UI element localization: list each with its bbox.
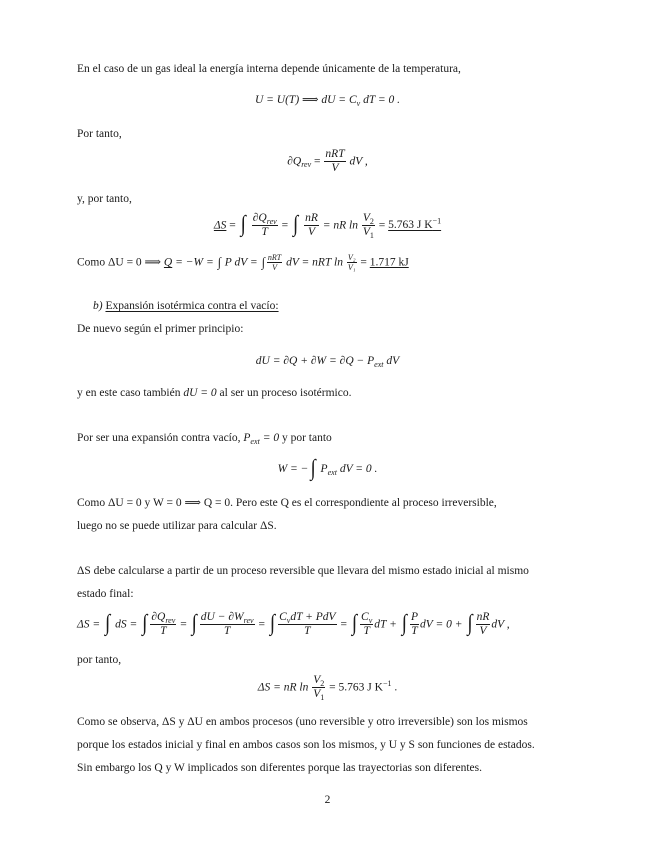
eq11-fraction-1 <box>150 611 176 638</box>
p4-b: = −W = <box>172 256 217 269</box>
eq5-tail: dV <box>383 355 400 367</box>
eq11-n4-sub: v <box>368 615 373 625</box>
integral-icon: ∫ <box>261 254 265 271</box>
equation-dq-rev <box>0 148 655 175</box>
eq2-sub: rev <box>301 160 312 170</box>
paragraph-primer-principio: De nuevo según el primer principio: <box>77 323 244 335</box>
paragraph-isotermico <box>77 387 351 401</box>
eq11-fraction-5 <box>410 611 419 638</box>
p6-math: dU = 0 <box>183 387 217 399</box>
p7-sub: ext <box>250 436 260 446</box>
p4-c: P dV = <box>221 256 261 269</box>
eq3-num3: V <box>362 212 370 224</box>
eq3-den2: V <box>307 226 315 239</box>
eq3-den1: T <box>261 226 268 239</box>
p4-d: dV = nRT ln <box>283 256 346 269</box>
integral-icon: ∫ <box>105 611 111 637</box>
p4-num2: V₂ <box>347 253 356 262</box>
eq11-d2: T <box>224 625 231 638</box>
eq3-fraction-2 <box>304 212 319 239</box>
eq2-denominator: V <box>331 162 339 175</box>
eq7-b: P <box>317 463 328 476</box>
eq12-num-sub: 2 <box>320 678 325 688</box>
integral-icon: ∫ <box>240 212 246 238</box>
p6-a: y en este caso también <box>77 387 184 399</box>
integral-icon: ∫ <box>467 611 473 637</box>
paragraph-y-por-tanto: y, por tanto, <box>77 193 132 205</box>
eq11-n3-sub: v <box>286 615 291 625</box>
eq11-n2: dU − ∂W <box>200 611 244 623</box>
integral-icon: ∫ <box>217 254 221 271</box>
integral-icon: ∫ <box>142 611 148 637</box>
eq12-b: = 5.763 J K <box>326 681 383 694</box>
integral-icon: ∫ <box>292 212 299 238</box>
eq11-d1: T <box>160 625 167 638</box>
paragraph-work-heat <box>77 253 409 272</box>
section-b-heading <box>93 300 279 314</box>
integral-icon: ∫ <box>191 611 197 637</box>
p4-den: V <box>272 263 277 273</box>
eq3-ds: ΔS <box>213 219 227 232</box>
eq3-result-sup: −1 <box>432 216 442 226</box>
paragraph-gas-ideal: En el caso de un gas ideal la energía interna depende únicamente de la temperatura, <box>77 63 461 75</box>
paragraph-expansion-vacio <box>77 432 332 446</box>
paragraph-por-tanto-2: por tanto, <box>77 654 122 666</box>
p4-q: Q <box>163 256 173 269</box>
eq12-c: . <box>391 681 398 694</box>
eq7-a: W = − <box>277 463 309 476</box>
eq11-f: dV , <box>491 618 510 631</box>
paragraph-estado-final: estado final: <box>77 588 134 600</box>
paragraph-conclusion-2: porque los estados inicial y final en ambos casos son los mismos, y U y S son funciones de estados. <box>77 739 535 751</box>
eq11-fraction-2 <box>200 611 255 638</box>
eq3-den3-sub: 1 <box>369 231 374 241</box>
eq3-result <box>388 216 442 232</box>
integral-icon: ∫ <box>310 455 316 481</box>
eq3-num1: ∂Q <box>252 212 267 224</box>
eq11-n4: C <box>361 611 369 623</box>
integral-icon: ∫ <box>269 611 276 637</box>
eq3-fraction-1 <box>252 212 278 239</box>
eq12-num: V <box>313 674 321 686</box>
p7-math: P <box>243 432 251 444</box>
p4-fraction-2 <box>347 253 357 272</box>
eq11-n6: nR <box>476 611 490 623</box>
p4-fraction-1 <box>267 253 282 272</box>
p7-math2: = 0 <box>259 432 280 444</box>
eq2-fraction <box>324 148 345 175</box>
eq11-a: ΔS = <box>77 618 104 631</box>
eq3-den3: V <box>362 226 370 239</box>
eq3-num1-sub: rev <box>266 216 277 226</box>
equation-first-law <box>0 355 655 369</box>
eq11-d3: T <box>304 625 311 638</box>
p4-e: = <box>357 256 370 269</box>
p4-result: 1.717 kJ <box>369 256 409 269</box>
equation-internal-energy <box>0 94 655 108</box>
p6-b: al ser un proceso isotérmico. <box>216 387 352 399</box>
eq11-d4: T <box>363 625 370 638</box>
eq11-fraction-3 <box>278 611 337 638</box>
p4-num: nRT <box>267 253 282 262</box>
paragraph-por-tanto-1: Por tanto, <box>77 128 122 140</box>
eq7-c: dV = 0 . <box>336 463 378 476</box>
paragraph-conclusion-1: Como se observa, ΔS y ΔU en ambos procesos (uno reversible y otro irreversible) son los mismos <box>77 716 528 728</box>
eq11-n3: C <box>279 611 287 623</box>
eq5-sub: ext <box>374 359 384 369</box>
eq11-fraction-4 <box>360 611 373 638</box>
equation-work-zero <box>0 455 655 481</box>
eq5-main: dU = ∂Q + ∂W = ∂Q − P <box>255 355 375 367</box>
eq1-tail: dT = 0 . <box>360 94 401 106</box>
eq1-main: U = U(T) ⟹ dU = C <box>254 94 357 106</box>
eq1-sub: v <box>356 98 361 108</box>
eq3-mid: = nR ln <box>322 219 361 232</box>
eq2-equals: = <box>311 155 324 168</box>
eq11-n2-sub: rev <box>243 615 254 625</box>
eq3-num2: nR <box>305 212 318 224</box>
eq3-fraction-3 <box>362 212 375 239</box>
eq12-sup: −1 <box>382 678 392 688</box>
p7-a: Por ser una expansión contra vacío, <box>77 432 244 444</box>
eq2-lhs: ∂Q <box>287 155 302 168</box>
paragraph-no-utilizar: luego no se puede utilizar para calcular ΔS. <box>77 520 277 532</box>
eq7-sub: ext <box>327 467 337 477</box>
page-number: 2 <box>324 794 331 806</box>
eq3-result-value: 5.763 J K <box>388 219 433 232</box>
eq11-n1-sub: rev <box>165 615 176 625</box>
p7-b: y por tanto <box>279 432 332 444</box>
eq12-den-sub: 1 <box>320 693 325 703</box>
eq11-n3-tail: dT + PdV <box>290 611 336 623</box>
eq11-b: dS = <box>112 618 141 631</box>
paragraph-q-zero: Como ΔU = 0 y W = 0 ⟹ Q = 0. Pero este Q es el correspondiente al proceso irreversible, <box>77 497 497 509</box>
eq11-fraction-6 <box>476 611 491 638</box>
eq12-fraction <box>312 674 325 701</box>
eq12-den: V <box>313 688 321 701</box>
eq12-a: ΔS = nR ln <box>257 681 312 694</box>
equation-entropy-reversible: ΔS = ∫ $\frac{\partial Q_{rev}}{T}$ = ∫ $\frac{nR}{V}$ = nR ln $\frac{V_2}{V_1}$ = 5.763 J $K^{-1}$ <box>213 212 442 241</box>
integral-icon: ∫ <box>351 611 358 637</box>
section-b-label: b) <box>93 300 103 312</box>
eq11-c: dT + <box>374 618 400 631</box>
paragraph-conclusion-3: Sin embargo los Q y W implicados son diferentes porque las trayectorias son diferentes. <box>77 762 482 774</box>
eq3-num3-sub: 2 <box>369 216 374 226</box>
section-b-title: Expansión isotérmica contra el vacío: <box>105 300 279 312</box>
p4-a: Como ΔU = 0 ⟹ <box>77 256 164 269</box>
equation-delta-s-long: ΔS = ∫ dS = ∫ $\frac{\partial Q_{rev}}{T}$ = ∫ $\frac{dU - \partial W_{rev}}{T}$ = ∫ $\frac{C_vdT + PdV}{T}$ = ∫ $\frac{C_v}{T}$ dT + ∫ $\frac{P}{T}$ dV = 0 + ∫ $\frac{nR}{V}$ dV , <box>77 611 510 638</box>
eq11-d5: T <box>411 625 418 638</box>
equation-entropy-result <box>0 674 655 701</box>
eq11-n1: ∂Q <box>151 611 166 623</box>
eq11-e: dV = 0 + <box>420 618 466 631</box>
eq11-n5: P <box>410 611 418 623</box>
eq3-delta-s <box>214 219 227 231</box>
eq2-tail: dV , <box>349 155 368 168</box>
integral-icon: ∫ <box>401 611 407 637</box>
p4-den2: V₁ <box>347 263 356 273</box>
eq11-d6: V <box>479 625 487 638</box>
paragraph-delta-s-reversible: ΔS debe calcularse a partir de un proceso reversible que llevara del mismo estado inicial al mismo <box>77 565 529 577</box>
eq2-numerator: nRT <box>325 148 345 160</box>
